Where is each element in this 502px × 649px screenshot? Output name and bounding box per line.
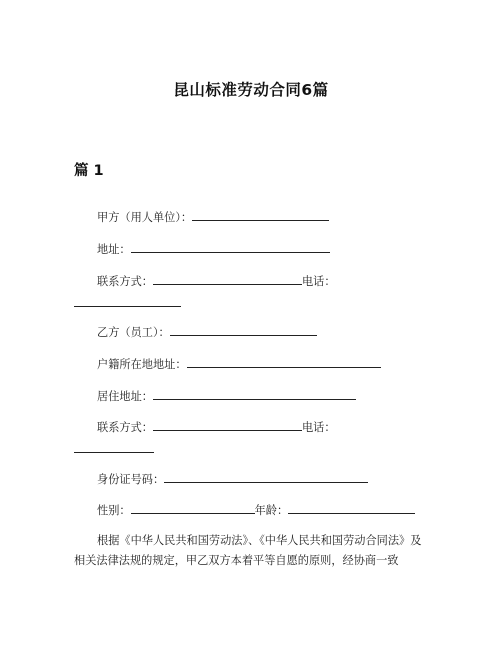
party-a-blank: [192, 210, 329, 221]
residence-blank: [153, 389, 356, 400]
id-blank: [164, 472, 368, 483]
phone-b-blank: [74, 442, 154, 453]
id-line: [97, 472, 368, 487]
party-a-label: 甲方（用人单位）：: [97, 211, 193, 224]
contact-a-label: 联系方式：: [97, 275, 153, 288]
household-address-blank: [187, 357, 381, 368]
party-b-blank: [170, 325, 317, 336]
address-label: 地址：: [97, 243, 131, 256]
phone-a-continuation: [74, 296, 181, 311]
phone-b-continuation: [74, 442, 154, 457]
residence-label: 居住地址：: [97, 390, 153, 403]
id-label: 身份证号码：: [97, 473, 165, 486]
gender-label: 性别：: [97, 504, 131, 517]
document-title: 昆山标准劳动合同6篇: [173, 81, 329, 99]
section-heading: 篇 1: [74, 163, 104, 179]
address-blank: [131, 242, 330, 253]
phone-b-label: 电话：: [301, 421, 336, 434]
party-b-line: [97, 325, 317, 340]
contact-b-blank: [153, 420, 302, 431]
household-address-line: [97, 357, 381, 372]
body-paragraph: 根据《中华人民共和国劳动法》、《中华人民共和国劳动合同法》及相关法律法规的规定，甲乙双方本着平等自愿的原则，经协商一致: [74, 534, 422, 567]
party-b-label: 乙方（员工）：: [97, 326, 170, 339]
phone-a-label: 电话：: [301, 275, 336, 288]
contact-a-blank: [153, 274, 302, 285]
household-address-label: 户籍所在地地址：: [97, 358, 187, 371]
contact-b-label: 联系方式：: [97, 421, 153, 434]
address-line: [97, 242, 330, 257]
age-blank: [288, 503, 415, 514]
age-label: 年龄：: [254, 504, 289, 517]
phone-a-blank: [74, 296, 181, 307]
residence-line: [97, 389, 356, 404]
gender-blank: [131, 503, 255, 514]
contact-a-line: [97, 274, 336, 289]
gender-age-line: [97, 503, 415, 518]
party-a-line: [97, 210, 329, 225]
contact-b-line: [97, 420, 336, 435]
